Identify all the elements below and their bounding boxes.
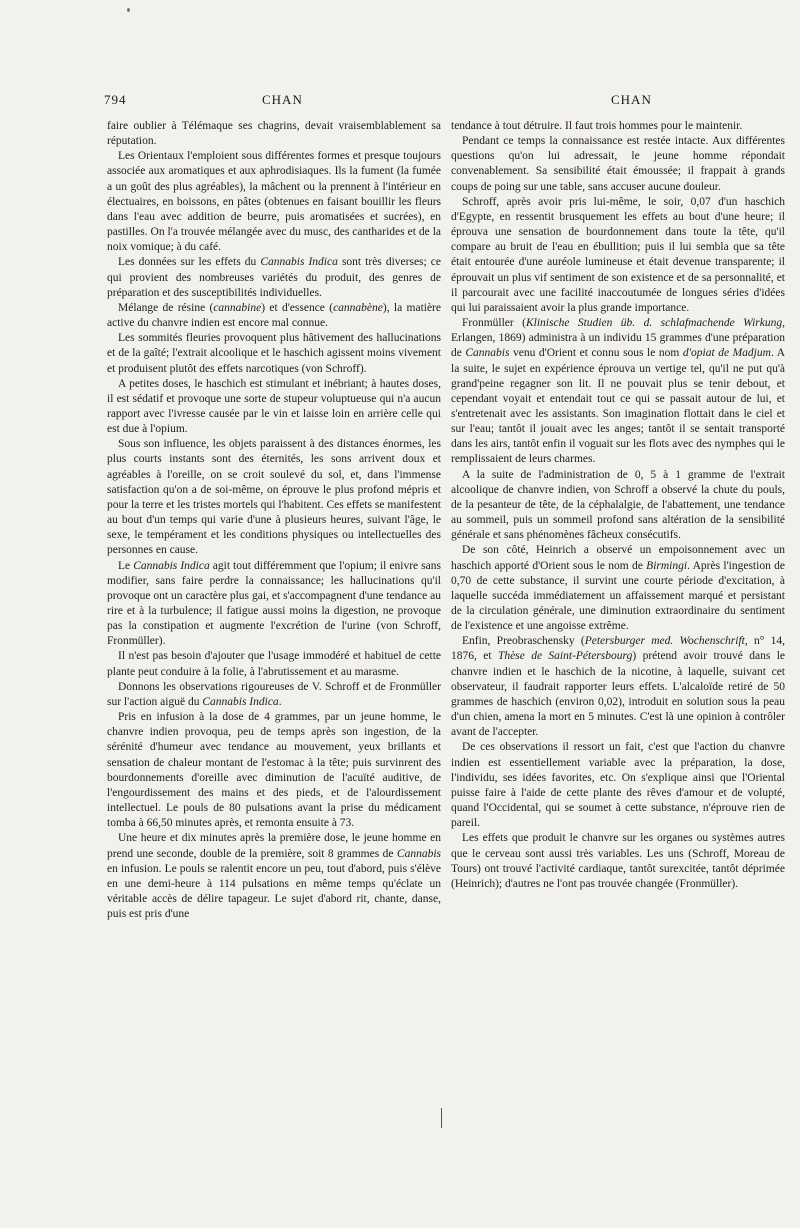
text-run: Sous son influence, les objets paraissent à des distances énormes, les plus courts instants sont des éternités, les sons arrivent doux et agréables à l'oreille, on se croit soulevé du sol, et, dans l'immense satisfaction qu'on a de soi-même, on éprouve le plus profond mépris et pour la terre et les tristes mortels qui l'habitent. Ces effets se manifestent au bout d'un temps qui varie d'une à plusieurs heures, suivant l'âge, le sexe, le tempérament et les conditions physiques ou intellectuelles des personnes en cause. (107, 438, 441, 557)
text-run: , Erlangen, 1869) administra à un individu 15 grammes d'une préparation de (451, 317, 785, 360)
text-run: Les données sur les effets du (118, 256, 261, 269)
paragraph (107, 331, 441, 376)
italic-text: Cannabis Indica (202, 695, 279, 708)
text-run: venu d'Orient et connu sous le nom (509, 347, 683, 360)
text-run: en infusion. Le pouls se ralentit encore un peu, tout d'abord, puis s'élève en une demi-heure à 114 pulsations en même temps qu'éclate un véritable accès de délire tapageur. Le sujet d'abord rit, chante, danse, puis est pris d'une (107, 862, 441, 921)
text-run: Fronmüller ( (462, 317, 526, 330)
text-run: Pris en infusion à la dose de 4 grammes, par un jeune homme, le chanvre indien provoqua, peu de temps après son ingestion, de la sérénité d'humeur avec tendance au mouvement, yeux brillants et sensation de chaleur montant de l'estomac à la tête; puis survinrent des bourdonnements d'oreille avec diminution de l'acuïté auditive, de l'engourdissement des mains et des pieds, et de l'alourdissement intellectuel. Le pouls de 80 pulsations avant la prise du médicament tomba à 66,50 minutes après, et remonta ensuite à 73. (107, 711, 441, 830)
column-rule (441, 1108, 442, 1128)
paragraph (107, 831, 441, 922)
italic-text: Petersburger med. Wochenschrift (584, 635, 745, 648)
text-run: sont très diverses; ce qui provient des nombreuses variétés du produit, des genres de préparation et des susceptibilités individuelles. (107, 256, 441, 299)
italic-text: Birmingi (646, 559, 688, 572)
text-run: Donnons les observations rigoureuses de V. Schroff et de Fronmüller sur l'action aiguë du (107, 680, 441, 708)
italic-text: d'opiat de Madjum (682, 347, 771, 360)
paragraph (107, 255, 441, 300)
text-run: . Après l'ingestion de 0,70 de cette substance, il survint une courte période d'excitation, à laquelle succéda immédiatement un affaissement marqué et persistant de la circulation générale, une diminution extraordinaire du sentiment de l'existence et une angoisse extrême. (451, 559, 785, 633)
italic-text: Cannabis (396, 847, 441, 860)
italic-text: Thèse de Saint-Pétersbourg (497, 650, 633, 663)
text-run: Schroff, après avoir pris lui-même, le soir, 0,07 d'un haschich d'Egypte, en ressentit brusquement les effets au bout d'une heure; il éprouva une sensation de bourdonnement dans toute la tête, qu'il compare au bruit de l'eau en ébullition; puis il lui sembla que sa tête était entourée d'une auréole lumineuse et était devenue transparente; il éprouvait un plus vif sentiment de son existence et de sa personnalité, et il parcourait avec une facilité inaccoutumée de longues séries d'idées qui lui paraissaient avoir la plus grande importance. (451, 195, 785, 314)
paragraph (451, 740, 785, 831)
text-run: faire oublier à Télémaque ses chagrins, devait vraisemblablement sa réputation. (107, 120, 441, 148)
paragraph (107, 149, 441, 255)
italic-text: Cannabis Indica (133, 559, 210, 572)
text-run: agit tout différemment que l'opium; il enivre sans modifier, sans faire perdre la connaissance; les hallucinations qu'il provoque ont un caractère plus gai, et s'accompagnent d'une tendance au rire et à la turbulence; il fatigue aussi moins la digestion, ne provoque pas la constipation et augmente l'excrétion de l'urine (von Schroff, Fronmüller). (107, 559, 441, 648)
text-run: ), la matière active du chanvre indien est encore mal connue. (107, 301, 441, 330)
text-run: Pendant ce temps la connaissance est restée intacte. Aux différentes questions qu'on lui adressait, le jeune homme répondait convenablement. Sa sensibilité était émoussée; il frappait à grands coups de poing sur une table, sans accuser aucune douleur. (451, 135, 785, 193)
running-head-right: CHAN (611, 92, 652, 107)
text-run: , n° 14, 1876, et (451, 635, 785, 663)
italic-text: cannabine (213, 301, 262, 314)
page-number: 794 (104, 92, 127, 107)
text-run: Une heure et dix minutes après la première dose, le jeune homme en prend une seconde, double de la première, soit 8 grammes de (107, 832, 441, 860)
paragraph (451, 468, 785, 544)
paragraph (107, 680, 441, 710)
paragraph (107, 377, 441, 438)
paragraph (451, 195, 785, 316)
text-run: A petites doses, le haschich est stimulant et inébriant; à hautes doses, il est sédatif et provoque une sorte de stupeur voluptueuse qui n'a aucun rapport avec l'ivresse causée par le vin et laisse loin en arrière celle qui est due à l'opium. (107, 377, 441, 436)
text-run: Les effets que produit le chanvre sur les organes ou systèmes autres que le cerveau sont aussi très variables. Les uns (Schroff, Moreau de Tours) ont trouvé l'activité cardiaque, tantôt surexcitée, tantôt déprimée (Heinrich); d'autres ne l'ont pas trouvée changée (Fronmüller). (451, 832, 785, 890)
paragraph (451, 634, 785, 740)
right-column (451, 119, 785, 892)
italic-text: cannabène (333, 301, 383, 314)
text-run: Les Orientaux l'emploient sous différentes formes et presque toujours associée aux aromatiques et aux aphrodisiaques. Ils la fument (la fumée a un goût des plus agréables), la mâchent ou la prennent à l'intérieur en électuaires, en boissons, en pâtes (obtenues en faisant bouillir les fleurs dans l'eau avec addition de beurre, puis aromatisées et sucrées), en pastilles. On l'a trouvée mélangée avec du musc, des cantharides et de la noix vomique; à du café. (107, 150, 441, 254)
paragraph (451, 543, 785, 634)
paragraph (107, 710, 441, 831)
text-run: De ces observations il ressort un fait, c'est que l'action du chanvre indien est essentiellement variable avec la préparation, la dose, l'individu, ses idées favorites, etc. On s'explique ainsi que l'Oriental puisse faire à l'aide de cette plante des rêves d'amour et de volupté, quand l'Occidental, qui se soumet à cette substance, n'éprouve rien de pareil. (451, 741, 785, 830)
text-run: . (278, 695, 282, 708)
paragraph (107, 119, 441, 149)
paragraph (107, 559, 441, 650)
text-run: Le (118, 559, 134, 572)
paper-speck (127, 8, 130, 12)
paragraph (107, 437, 441, 558)
text-run: ) et d'essence ( (261, 301, 334, 314)
text-run: . A la suite, le sujet en expérience éprouva un vertige tel, qu'il ne put qu'à grand'peine regagner son lit. Il ne pouvait plus se tenir debout, et cependant voyait et entendait tout ce qui se passait autour de lui, et s'entretenait avec les assistants. Son imagination flottait dans le ciel et sur l'eau; tantôt il jouait avec les anges; tantôt il se sentait transporté dans les airs, tantôt enfin il voguait sur les flots avec des nymphes qui le remplissaient de leurs charmes. (451, 347, 786, 466)
paragraph (451, 316, 785, 468)
text-run: Les sommités fleuries provoquent plus hâtivement des hallucinations et de la gaîté; l'extrait alcoolique et le haschich agissent moins vivement et produisent plutôt des effets narcotiques (von Schroff). (107, 332, 441, 375)
paragraph (451, 134, 785, 195)
paragraph (451, 831, 785, 892)
text-run: A la suite de l'administration de 0, 5 à 1 gramme de l'extrait alcoolique de chanvre indien, von Schroff a observé la chute du pouls, de la pesanteur de tête, de la céphalalgie, de l'abattement, une tendance au sommeil, puis un sommeil profond sans altération de la sensibilité générale et sans phénomènes fâcheux consécutifs. (451, 468, 785, 542)
paragraph (107, 649, 441, 679)
running-head-left: CHAN (262, 92, 303, 107)
text-run: Mélange de résine ( (118, 301, 214, 314)
text-run: Enfin, Preobraschensky ( (462, 635, 585, 648)
italic-text: Klinische Studien üb. d. schlafmachende Wirkung (526, 317, 783, 330)
paragraph (451, 119, 785, 134)
text-run: ) prétend avoir trouvé dans le chanvre indien et le haschich de la nicotine, à laquelle, suivant cet observateur, il faudrait rapporter leurs effets. L'alcaloïde retiré de 50 grammes de haschich (environ 0,02), introduit en solution sous la peau d'un chien, amena la mort en 5 minutes. C'est là une opinion à contrôler avant de l'accepter. (451, 650, 785, 739)
left-column (107, 119, 441, 922)
paragraph (107, 301, 441, 331)
text-run: De son côté, Heinrich a observé un empoisonnement avec un haschich apporté d'Orient sous le nom de (451, 544, 785, 572)
italic-text: Cannabis Indica (260, 256, 338, 269)
page-header (0, 92, 800, 112)
text-run: Il n'est pas besoin d'ajouter que l'usage immodéré et habituel de cette plante peut conduire à la folie, à l'abrutissement et au marasme. (107, 650, 441, 678)
italic-text: Cannabis (465, 347, 510, 360)
text-run: tendance à tout détruire. Il faut trois hommes pour le maintenir. (451, 120, 743, 132)
